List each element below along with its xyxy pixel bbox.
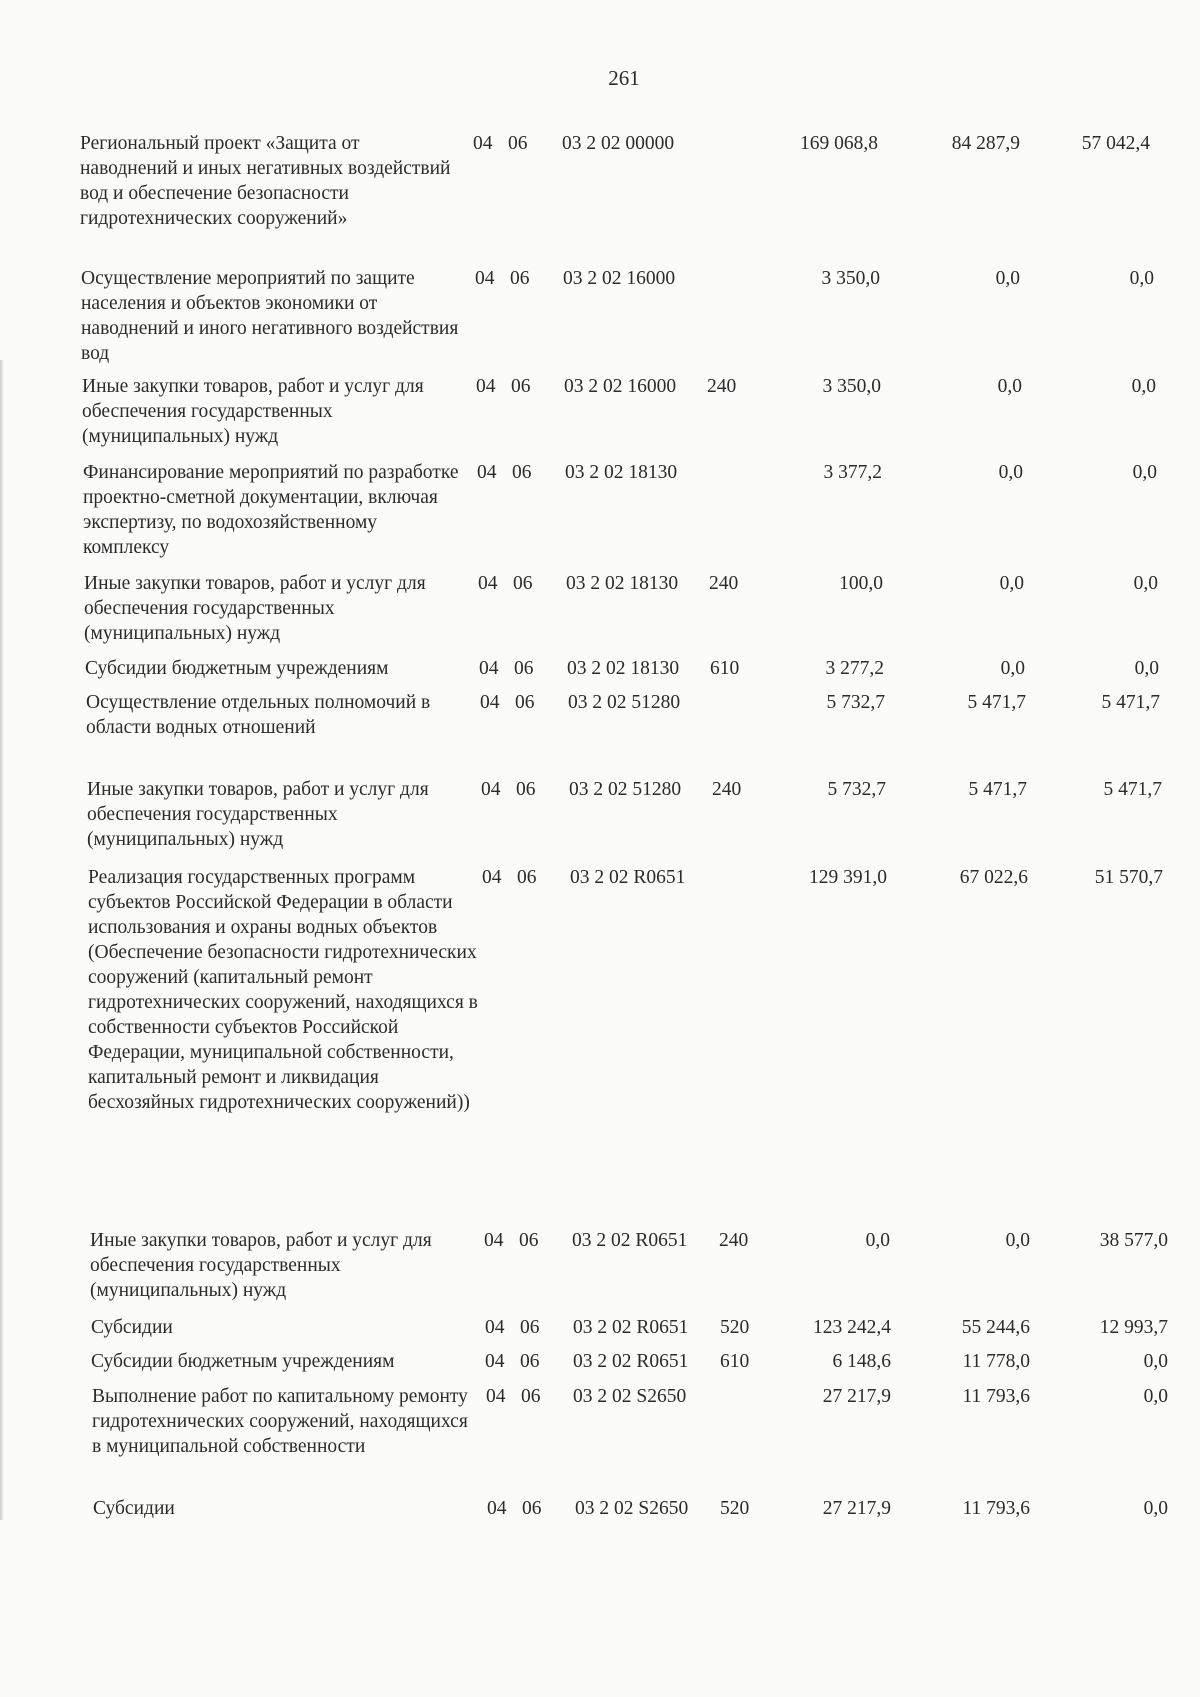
row-name: Осуществление мероприятий по защите населения и объектов экономики от наводнений и иного негативного воздействия вод — [81, 268, 459, 364]
row-name: Осуществление отдельных полномочий в области водных отношений — [86, 692, 431, 738]
row-section: 04 — [473, 133, 493, 154]
row-amount-2: 0,0 — [998, 462, 1023, 483]
row-subsection: 06 — [522, 1498, 542, 1519]
page-number: 261 — [608, 66, 640, 90]
row-amount-3: 0,0 — [1143, 1498, 1168, 1519]
row-amount-1: 5 732,7 — [826, 692, 885, 713]
row-amount-1: 27 217,9 — [822, 1498, 891, 1519]
row-amount-1: 129 391,0 — [809, 867, 887, 888]
row-target-code: 03 2 02 R0651 — [570, 867, 686, 888]
row-amount-1: 3 350,0 — [821, 268, 880, 289]
row-amount-1: 3 350,0 — [822, 376, 881, 397]
row-target-code: 03 2 02 R0651 — [573, 1351, 689, 1372]
row-section: 04 — [482, 867, 502, 888]
row-name: Иные закупки товаров, работ и услуг для обеспечения государственных (муниципальных) нужд — [82, 376, 424, 447]
row-amount-3: 0,0 — [1132, 462, 1157, 483]
row-section: 04 — [487, 1498, 507, 1519]
row-expense-type: 610 — [720, 1351, 750, 1372]
row-amount-2: 11 778,0 — [962, 1351, 1030, 1372]
row-amount-2: 67 022,6 — [959, 867, 1028, 888]
row-amount-2: 0,0 — [1000, 658, 1025, 679]
row-subsection: 06 — [508, 133, 528, 154]
row-amount-3: 38 577,0 — [1099, 1230, 1168, 1251]
row-amount-2: 0,0 — [997, 376, 1022, 397]
row-section: 04 — [477, 462, 497, 483]
row-subsection: 06 — [520, 1317, 540, 1338]
row-subsection: 06 — [517, 867, 537, 888]
row-subsection: 06 — [521, 1386, 541, 1407]
row-amount-2: 11 793,6 — [962, 1498, 1030, 1519]
row-name: Иные закупки товаров, работ и услуг для обеспечения государственных (муниципальных) нужд — [90, 1230, 432, 1301]
row-amount-3: 0,0 — [1134, 658, 1159, 679]
row-target-code: 03 2 02 R0651 — [572, 1230, 688, 1251]
row-amount-1: 27 217,9 — [822, 1386, 891, 1407]
row-amount-1: 5 732,7 — [827, 779, 886, 800]
row-amount-1: 100,0 — [839, 573, 883, 594]
row-name: Региональный проект «Защита от наводнений и иных негативных воздействий вод и обеспечение безопасности гидротехнических сооружений» — [80, 133, 451, 229]
row-name: Субсидии бюджетным учреждениям — [85, 658, 389, 679]
row-section: 04 — [485, 1317, 505, 1338]
row-amount-3: 12 993,7 — [1099, 1317, 1168, 1338]
row-target-code: 03 2 02 16000 — [564, 376, 677, 397]
row-target-code: 03 2 02 S2650 — [575, 1498, 689, 1519]
row-target-code: 03 2 02 51280 — [568, 692, 681, 713]
row-target-code: 03 2 02 S2650 — [573, 1386, 687, 1407]
row-amount-1: 3 377,2 — [823, 462, 882, 483]
row-amount-2: 0,0 — [999, 573, 1024, 594]
row-amount-3: 0,0 — [1131, 376, 1156, 397]
row-expense-type: 240 — [719, 1230, 749, 1251]
row-amount-3: 5 471,7 — [1103, 779, 1162, 800]
row-expense-type: 240 — [709, 573, 739, 594]
row-amount-2: 11 793,6 — [962, 1386, 1030, 1407]
row-amount-1: 6 148,6 — [832, 1351, 891, 1372]
row-amount-3: 0,0 — [1143, 1351, 1168, 1372]
row-amount-2: 55 244,6 — [961, 1317, 1030, 1338]
row-subsection: 06 — [515, 692, 535, 713]
row-subsection: 06 — [514, 658, 534, 679]
row-section: 04 — [475, 268, 495, 289]
row-section: 04 — [486, 1386, 506, 1407]
row-amount-3: 0,0 — [1133, 573, 1158, 594]
row-expense-type: 610 — [710, 658, 740, 679]
row-name: Иные закупки товаров, работ и услуг для обеспечения государственных (муниципальных) нужд — [87, 779, 429, 850]
row-target-code: 03 2 02 00000 — [562, 133, 675, 154]
row-expense-type: 240 — [707, 376, 737, 397]
row-amount-3: 57 042,4 — [1081, 133, 1150, 154]
row-amount-2: 0,0 — [1005, 1230, 1030, 1251]
row-amount-1: 123 242,4 — [813, 1317, 891, 1338]
row-name: Субсидии — [93, 1498, 175, 1519]
row-amount-3: 0,0 — [1129, 268, 1154, 289]
row-amount-2: 5 471,7 — [968, 779, 1027, 800]
row-name: Реализация государственных программ субъектов Российской Федерации в области использования и охраны водных объектов (Обеспечение безопасности гидротехнических сооружений (капитальный ремонт гидротехнических сооружений, находящихся в собственности субъектов Российской Федерации, муниципальной собственности, капитальный ремонт и ликвидация бесхозяйных гидротехнических сооружений)) — [88, 867, 478, 1113]
row-target-code: 03 2 02 18130 — [567, 658, 680, 679]
row-expense-type: 520 — [720, 1498, 750, 1519]
row-subsection: 06 — [520, 1351, 540, 1372]
row-target-code: 03 2 02 51280 — [569, 779, 682, 800]
row-section: 04 — [480, 692, 500, 713]
row-section: 04 — [479, 658, 499, 679]
row-amount-2: 0,0 — [995, 268, 1020, 289]
row-subsection: 06 — [519, 1230, 539, 1251]
row-section: 04 — [478, 573, 498, 594]
row-section: 04 — [485, 1351, 505, 1372]
row-amount-2: 84 287,9 — [951, 133, 1020, 154]
row-amount-3: 51 570,7 — [1094, 867, 1163, 888]
row-amount-2: 5 471,7 — [967, 692, 1026, 713]
row-section: 04 — [476, 376, 496, 397]
row-subsection: 06 — [512, 462, 532, 483]
row-name: Иные закупки товаров, работ и услуг для обеспечения государственных (муниципальных) нужд — [84, 573, 426, 644]
row-expense-type: 240 — [712, 779, 742, 800]
row-target-code: 03 2 02 18130 — [565, 462, 678, 483]
row-target-code: 03 2 02 16000 — [563, 268, 676, 289]
row-name: Выполнение работ по капитальному ремонту гидротехнических сооружений, находящихся в муниципальной собственности — [92, 1386, 468, 1457]
row-target-code: 03 2 02 18130 — [566, 573, 679, 594]
row-name: Субсидии бюджетным учреждениям — [91, 1351, 395, 1372]
row-amount-3: 0,0 — [1143, 1386, 1168, 1407]
row-name: Субсидии — [91, 1317, 173, 1338]
row-amount-1: 3 277,2 — [825, 658, 884, 679]
row-amount-1: 0,0 — [865, 1230, 890, 1251]
row-amount-1: 169 068,8 — [800, 133, 878, 154]
row-target-code: 03 2 02 R0651 — [573, 1317, 689, 1338]
row-expense-type: 520 — [720, 1317, 750, 1338]
row-subsection: 06 — [516, 779, 536, 800]
row-section: 04 — [481, 779, 501, 800]
row-subsection: 06 — [511, 376, 531, 397]
row-amount-3: 5 471,7 — [1101, 692, 1160, 713]
row-subsection: 06 — [510, 268, 530, 289]
row-name: Финансирование мероприятий по разработке проектно-сметной документации, включая экспертизу, по водохозяйственному комплексу — [83, 462, 459, 558]
row-section: 04 — [484, 1230, 504, 1251]
row-subsection: 06 — [513, 573, 533, 594]
